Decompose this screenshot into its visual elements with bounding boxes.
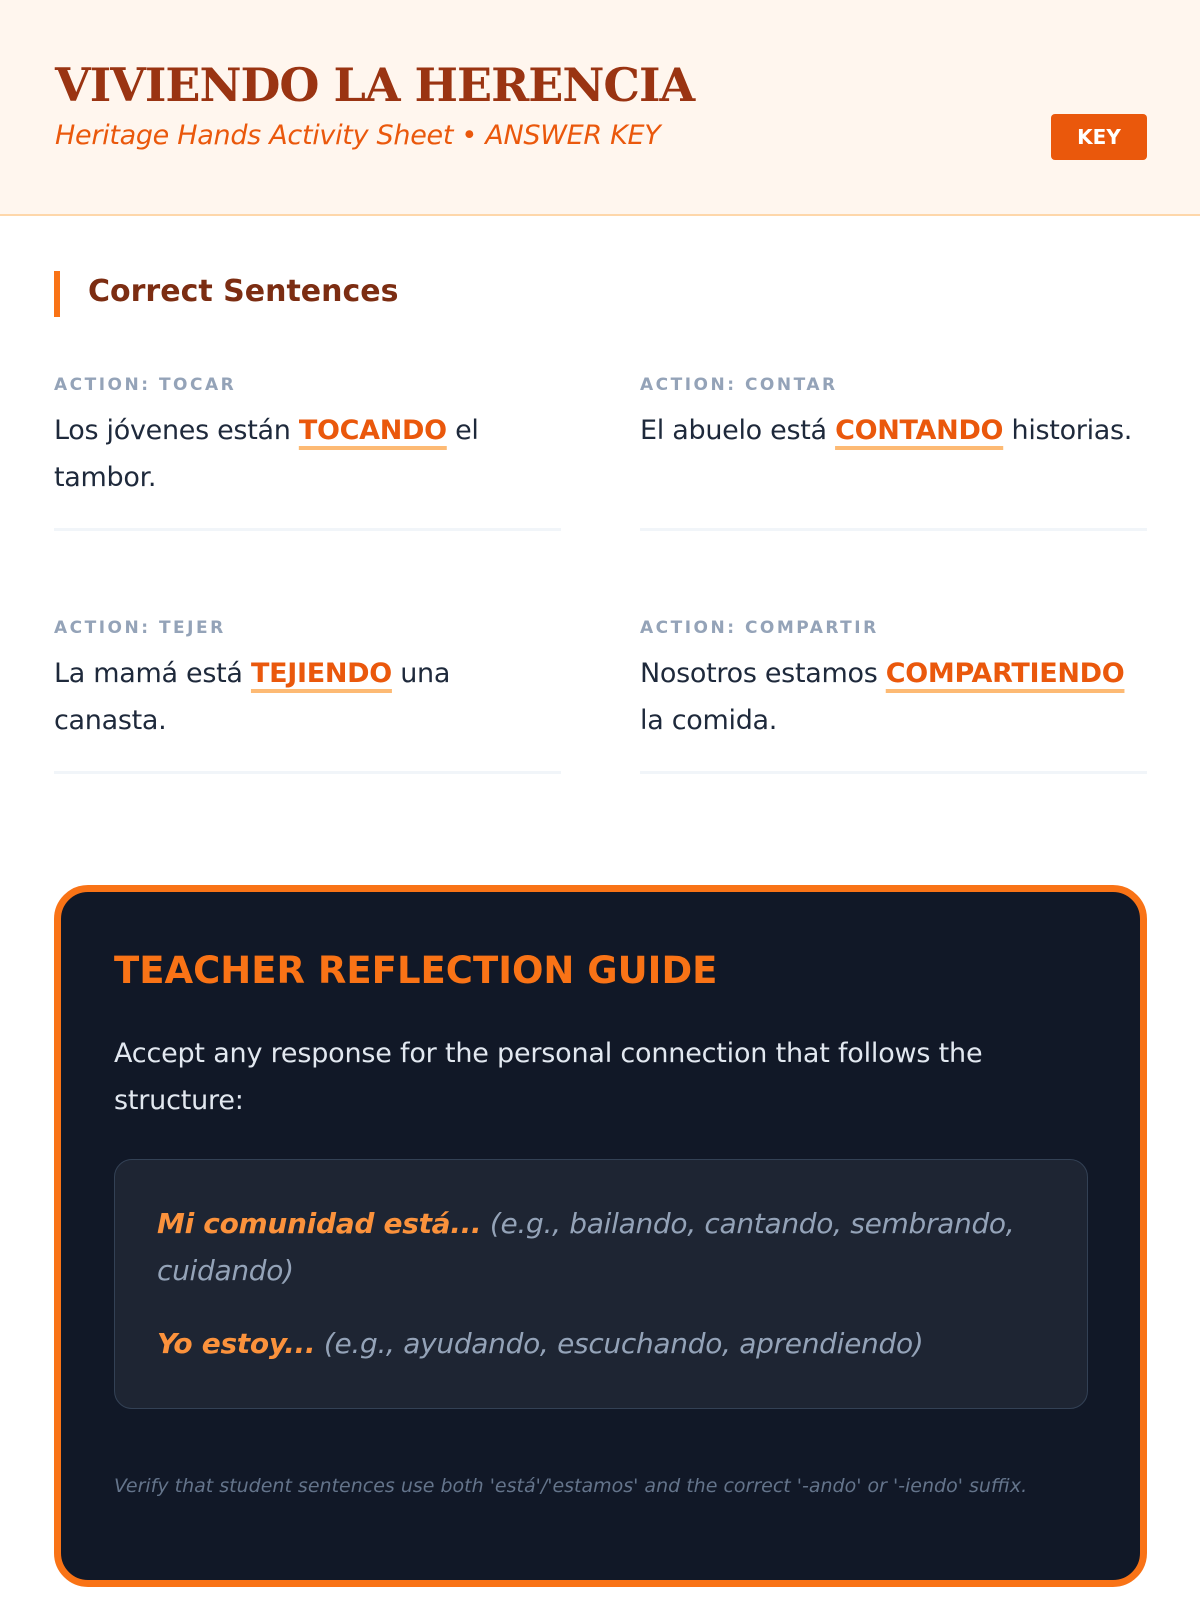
example-community: [157, 1200, 1045, 1294]
answer-item-contar: [640, 367, 1147, 531]
key-badge: KEY: [1051, 114, 1147, 160]
sentence-end: una canasta.: [54, 658, 451, 736]
answer-verb: COMPARTIENDO: [885, 658, 1125, 689]
answer-verb: CONTANDO: [835, 415, 1004, 446]
example-lead: Yo estoy...: [157, 1327, 316, 1360]
action-label: ACTION: TOCAR: [54, 375, 237, 395]
sentence-start: Nosotros estamos: [640, 658, 886, 689]
answer-sentence: [54, 650, 561, 744]
answer-sentence: [640, 407, 1147, 454]
sentence-start: El abuelo está: [640, 415, 836, 446]
section-accent-bar: [54, 271, 60, 317]
example-text: (e.g., bailando, cantando, sembrando, cuidando): [157, 1207, 1015, 1287]
answer-item-compartir: [640, 610, 1147, 774]
action-label: ACTION: COMPARTIR: [640, 618, 879, 638]
page-subtitle: Heritage Hands Activity Sheet • ANSWER KEY: [55, 120, 661, 151]
action-label: ACTION: CONTAR: [640, 375, 838, 395]
answer-item-tejer: [54, 610, 561, 774]
example-text: (e.g., ayudando, escuchando, aprendiendo): [315, 1327, 924, 1360]
sentence-start: Los jóvenes están: [54, 415, 299, 446]
guide-intro: Accept any response for the personal connection that follows the structure:: [114, 1038, 983, 1116]
answer-verb: TOCANDO: [298, 415, 447, 446]
page-header: [0, 0, 1200, 216]
answer-sentence: [640, 650, 1147, 744]
sentence-end: la comida.: [640, 705, 778, 736]
sentence-end: el tambor.: [54, 415, 479, 493]
guide-title: TEACHER REFLECTION GUIDE: [114, 949, 718, 992]
answer-sentence: [54, 407, 561, 501]
sentence-start: La mamá está: [54, 658, 251, 689]
example-self: [157, 1320, 1045, 1367]
sentence-end: historias.: [1003, 415, 1133, 446]
answer-item-tocar: [54, 367, 561, 531]
teacher-reflection-guide: [54, 885, 1147, 1587]
answer-verb: TEJIENDO: [250, 658, 392, 689]
action-label: ACTION: TEJER: [54, 618, 226, 638]
examples-box: [114, 1159, 1088, 1409]
section-title: Correct Sentences: [88, 274, 399, 309]
guide-note: Verify that student sentences use both 'está'/'estamos' and the correct '-ando' or '-iendo' suffix.: [114, 1475, 1028, 1497]
page-title: VIVIENDO LA HERENCIA: [55, 58, 695, 112]
example-lead: Mi comunidad está...: [157, 1207, 482, 1240]
